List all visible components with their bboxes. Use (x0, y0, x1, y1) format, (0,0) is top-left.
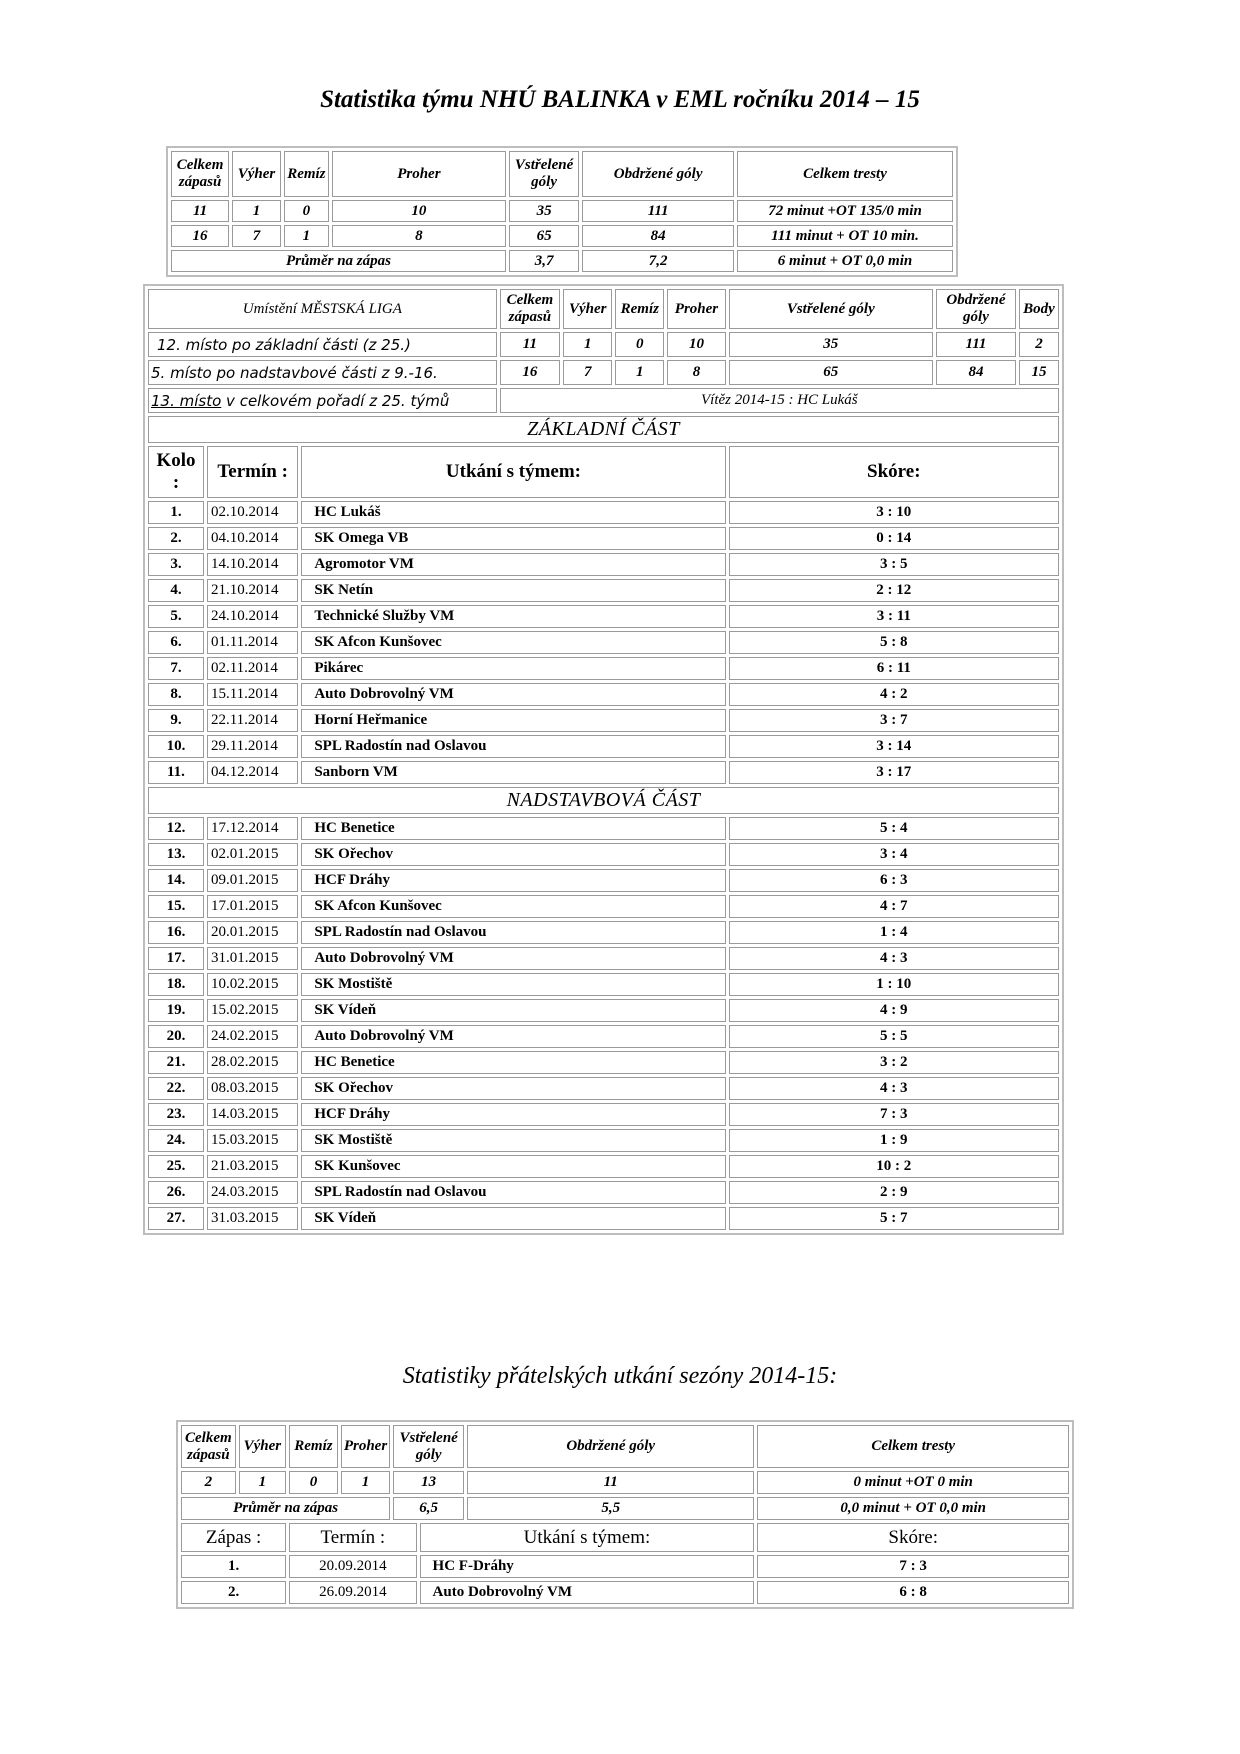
header-wins: Výher (239, 1425, 287, 1468)
match-score: 3 : 7 (729, 709, 1059, 732)
header-draws: Remíz (615, 289, 664, 329)
match-round: 6. (148, 631, 204, 654)
league-cell: 10 (667, 332, 725, 357)
friendly-match-opponent: Auto Dobrovolný VM (420, 1581, 755, 1604)
match-row (148, 605, 1059, 628)
league-cell: 16 (500, 360, 561, 385)
league-cell: 1 (563, 332, 612, 357)
match-score: 4 : 3 (729, 947, 1059, 970)
match-opponent: SPL Radostín nad Oslavou (301, 921, 725, 944)
match-row (148, 1103, 1059, 1126)
match-date: 17.12.2014 (207, 817, 298, 840)
league-cell: 0 (615, 332, 664, 357)
match-score: 6 : 11 (729, 657, 1059, 680)
friendly-summary-row (181, 1471, 1069, 1494)
matches-header-row (148, 446, 1059, 498)
match-date: 02.11.2014 (207, 657, 298, 680)
match-opponent: Auto Dobrovolný VM (301, 683, 725, 706)
placement-overall (148, 388, 497, 413)
header-losses: Proher (332, 151, 506, 197)
placement-extra: 5. místo po nadstavbové části z 9.-16. (148, 360, 497, 385)
friendly-match-number: 1. (181, 1555, 286, 1578)
league-row (148, 332, 1059, 357)
match-row (148, 999, 1059, 1022)
match-row (148, 501, 1059, 524)
header-goals-scored: Vstřelené góly (509, 151, 579, 197)
header-losses: Proher (667, 289, 725, 329)
match-date: 15.11.2014 (207, 683, 298, 706)
match-score: 3 : 5 (729, 553, 1059, 576)
league-row (148, 360, 1059, 385)
league-cell: 84 (936, 360, 1016, 385)
average-label: Průměr na zápas (181, 1497, 390, 1520)
match-score: 4 : 2 (729, 683, 1059, 706)
match-score: 10 : 2 (729, 1155, 1059, 1178)
match-round: 5. (148, 605, 204, 628)
summary-row (171, 200, 953, 222)
header-opponent: Utkání s týmem: (420, 1523, 755, 1552)
match-opponent: Auto Dobrovolný VM (301, 1025, 725, 1048)
match-score: 1 : 9 (729, 1129, 1059, 1152)
match-date: 24.03.2015 (207, 1181, 298, 1204)
match-row (148, 683, 1059, 706)
header-penalties: Celkem tresty (757, 1425, 1069, 1468)
match-opponent: SK Afcon Kunšovec (301, 895, 725, 918)
match-date: 14.10.2014 (207, 553, 298, 576)
header-match: Zápas : (181, 1523, 286, 1552)
match-score: 0 : 14 (729, 527, 1059, 550)
match-row (148, 895, 1059, 918)
match-round: 19. (148, 999, 204, 1022)
match-date: 28.02.2015 (207, 1051, 298, 1074)
match-round: 24. (148, 1129, 204, 1152)
match-opponent: SPL Radostín nad Oslavou (301, 1181, 725, 1204)
friendly-match-number: 2. (181, 1581, 286, 1604)
league-header-row (148, 289, 1059, 329)
match-opponent: SK Vídeň (301, 999, 725, 1022)
match-date: 31.03.2015 (207, 1207, 298, 1230)
match-score: 3 : 2 (729, 1051, 1059, 1074)
match-score: 5 : 5 (729, 1025, 1059, 1048)
friendly-match-opponent: HC F-Dráhy (420, 1555, 755, 1578)
summary-cell: 10 (332, 200, 506, 222)
match-date: 10.02.2015 (207, 973, 298, 996)
match-opponent: Technické Služby VM (301, 605, 725, 628)
header-date: Termín : (289, 1523, 416, 1552)
match-opponent: SK Ořechov (301, 1077, 725, 1100)
league-cell: 1 (615, 360, 664, 385)
summary-cell: 84 (582, 225, 734, 247)
match-round: 22. (148, 1077, 204, 1100)
match-score: 5 : 8 (729, 631, 1059, 654)
match-opponent: HCF Dráhy (301, 1103, 725, 1126)
summary-header-row (171, 151, 953, 197)
average-goals-conceded: 7,2 (582, 250, 734, 272)
friendly-matches-table (176, 1420, 1074, 1609)
league-cell: 65 (729, 360, 933, 385)
summary-cell: 72 minut +OT 135/0 min (737, 200, 953, 222)
header-goals-scored: Vstřelené góly (393, 1425, 464, 1468)
match-opponent: SK Ořechov (301, 843, 725, 866)
average-goals-conceded: 5,5 (467, 1497, 754, 1520)
match-date: 17.01.2015 (207, 895, 298, 918)
match-opponent: SK Mostiště (301, 973, 725, 996)
match-opponent: HC Benetice (301, 1051, 725, 1074)
overall-row (148, 388, 1059, 413)
header-draws: Remíz (284, 151, 329, 197)
summary-cell: 8 (332, 225, 506, 247)
match-opponent: Horní Heřmanice (301, 709, 725, 732)
header-wins: Výher (232, 151, 281, 197)
average-penalties: 6 minut + OT 0,0 min (737, 250, 953, 272)
match-round: 4. (148, 579, 204, 602)
header-total-games: Celkem zápasů (181, 1425, 236, 1468)
summary-cell: 65 (509, 225, 579, 247)
match-score: 1 : 10 (729, 973, 1059, 996)
section-extra-row (148, 787, 1059, 814)
match-date: 14.03.2015 (207, 1103, 298, 1126)
match-row (148, 1155, 1059, 1178)
match-row (148, 973, 1059, 996)
match-round: 13. (148, 843, 204, 866)
match-date: 29.11.2014 (207, 735, 298, 758)
match-row (148, 1129, 1059, 1152)
summary-cell: 11 (171, 200, 229, 222)
header-score: Skóre: (729, 446, 1059, 498)
league-cell: 8 (667, 360, 725, 385)
match-round: 25. (148, 1155, 204, 1178)
friendly-cell: 13 (393, 1471, 464, 1494)
match-score: 2 : 12 (729, 579, 1059, 602)
league-cell: 7 (563, 360, 612, 385)
match-opponent: HC Lukáš (301, 501, 725, 524)
match-round: 7. (148, 657, 204, 680)
summary-cell: 35 (509, 200, 579, 222)
match-date: 20.01.2015 (207, 921, 298, 944)
match-score: 3 : 14 (729, 735, 1059, 758)
overall-rank-note: v celkovém pořadí z 25. týmů (221, 391, 450, 410)
match-score: 4 : 7 (729, 895, 1059, 918)
season-winner: Vítěz 2014-15 : HC Lukáš (500, 388, 1059, 413)
friendly-match-row (181, 1581, 1069, 1604)
match-date: 02.01.2015 (207, 843, 298, 866)
section-extra-title: NADSTAVBOVÁ ČÁST (148, 787, 1059, 814)
match-round: 8. (148, 683, 204, 706)
match-date: 15.03.2015 (207, 1129, 298, 1152)
match-row (148, 553, 1059, 576)
match-opponent: SK Omega VB (301, 527, 725, 550)
match-round: 21. (148, 1051, 204, 1074)
league-points: 2 (1019, 332, 1059, 357)
league-cell: 35 (729, 332, 933, 357)
match-row (148, 869, 1059, 892)
summary-cell: 1 (284, 225, 329, 247)
summary-cell: 16 (171, 225, 229, 247)
match-score: 3 : 10 (729, 501, 1059, 524)
header-penalties: Celkem tresty (737, 151, 953, 197)
header-score: Skóre: (757, 1523, 1069, 1552)
match-date: 21.10.2014 (207, 579, 298, 602)
match-row (148, 527, 1059, 550)
friendly-cell: 2 (181, 1471, 236, 1494)
match-round: 11. (148, 761, 204, 784)
match-round: 2. (148, 527, 204, 550)
match-round: 1. (148, 501, 204, 524)
section-basic-row (148, 416, 1059, 443)
header-goals-conceded: Obdržené góly (582, 151, 734, 197)
match-row (148, 657, 1059, 680)
league-matches-table (143, 284, 1064, 1235)
summary-average-row (171, 250, 953, 272)
match-round: 16. (148, 921, 204, 944)
match-round: 26. (148, 1181, 204, 1204)
summary-row (171, 225, 953, 247)
match-row (148, 1051, 1059, 1074)
extra-matches (148, 817, 1059, 1230)
match-row (148, 709, 1059, 732)
season-summary-table (166, 146, 958, 277)
match-row (148, 735, 1059, 758)
match-date: 31.01.2015 (207, 947, 298, 970)
friendly-header-row (181, 1425, 1069, 1468)
header-draws: Remíz (289, 1425, 338, 1468)
summary-cell: 0 (284, 200, 329, 222)
match-score: 3 : 17 (729, 761, 1059, 784)
average-goals-scored: 3,7 (509, 250, 579, 272)
friendly-title: Statistiky přátelských utkání sezóny 2014-15: (402, 1363, 838, 1389)
match-date: 02.10.2014 (207, 501, 298, 524)
match-row (148, 817, 1059, 840)
match-opponent: SK Vídeň (301, 1207, 725, 1230)
match-row (148, 1025, 1059, 1048)
match-round: 14. (148, 869, 204, 892)
friendly-cell: 0 (289, 1471, 338, 1494)
match-opponent: SK Afcon Kunšovec (301, 631, 725, 654)
average-penalties: 0,0 minut + OT 0,0 min (757, 1497, 1069, 1520)
header-total-games: Celkem zápasů (500, 289, 561, 329)
match-opponent: SPL Radostín nad Oslavou (301, 735, 725, 758)
friendly-cell: 1 (239, 1471, 287, 1494)
match-opponent: Auto Dobrovolný VM (301, 947, 725, 970)
header-losses: Proher (341, 1425, 391, 1468)
summary-cell: 111 minut + OT 10 min. (737, 225, 953, 247)
header-total-games: Celkem zápasů (171, 151, 229, 197)
match-round: 12. (148, 817, 204, 840)
match-round: 18. (148, 973, 204, 996)
match-date: 21.03.2015 (207, 1155, 298, 1178)
match-date: 22.11.2014 (207, 709, 298, 732)
match-opponent: SK Mostiště (301, 1129, 725, 1152)
header-wins: Výher (563, 289, 612, 329)
match-opponent: SK Kunšovec (301, 1155, 725, 1178)
match-round: 17. (148, 947, 204, 970)
friendly-match-date: 26.09.2014 (289, 1581, 416, 1604)
header-league-placement: Umístění MĚSTSKÁ LIGA (148, 289, 497, 329)
match-score: 3 : 11 (729, 605, 1059, 628)
friendly-match-score: 6 : 8 (757, 1581, 1069, 1604)
match-row (148, 947, 1059, 970)
match-round: 15. (148, 895, 204, 918)
match-score: 4 : 3 (729, 1077, 1059, 1100)
match-score: 3 : 4 (729, 843, 1059, 866)
placement-basic: 12. místo po základní části (z 25.) (148, 332, 497, 357)
match-round: 10. (148, 735, 204, 758)
friendly-matches-header-row (181, 1523, 1069, 1552)
match-row (148, 631, 1059, 654)
friendly-match-score: 7 : 3 (757, 1555, 1069, 1578)
match-round: 27. (148, 1207, 204, 1230)
match-date: 09.01.2015 (207, 869, 298, 892)
match-round: 20. (148, 1025, 204, 1048)
friendly-cell: 11 (467, 1471, 754, 1494)
league-points: 15 (1019, 360, 1059, 385)
match-score: 7 : 3 (729, 1103, 1059, 1126)
match-date: 08.03.2015 (207, 1077, 298, 1100)
match-row (148, 1181, 1059, 1204)
friendly-match-date: 20.09.2014 (289, 1555, 416, 1578)
league-cell: 11 (500, 332, 561, 357)
match-row (148, 921, 1059, 944)
match-opponent: Agromotor VM (301, 553, 725, 576)
header-opponent: Utkání s týmem: (301, 446, 725, 498)
header-date: Termín : (207, 446, 298, 498)
match-score: 5 : 7 (729, 1207, 1059, 1230)
match-row (148, 579, 1059, 602)
match-date: 04.10.2014 (207, 527, 298, 550)
header-goals-conceded: Obdržené góly (936, 289, 1016, 329)
header-goals-scored: Vstřelené góly (729, 289, 933, 329)
match-row (148, 761, 1059, 784)
match-round: 23. (148, 1103, 204, 1126)
basic-matches (148, 501, 1059, 784)
friendly-cell: 0 minut +OT 0 min (757, 1471, 1069, 1494)
match-opponent: HC Benetice (301, 817, 725, 840)
match-score: 5 : 4 (729, 817, 1059, 840)
match-round: 3. (148, 553, 204, 576)
average-goals-scored: 6,5 (393, 1497, 464, 1520)
header-round: Kolo : (148, 446, 204, 498)
friendly-match-row (181, 1555, 1069, 1578)
section-basic-title: ZÁKLADNÍ ČÁST (148, 416, 1059, 443)
match-opponent: SK Netín (301, 579, 725, 602)
match-date: 24.10.2014 (207, 605, 298, 628)
friendly-average-row (181, 1497, 1069, 1520)
friendly-cell: 1 (341, 1471, 391, 1494)
match-row (148, 843, 1059, 866)
summary-cell: 1 (232, 200, 281, 222)
match-opponent: Sanborn VM (301, 761, 725, 784)
summary-cell: 7 (232, 225, 281, 247)
overall-rank: 13. místo (151, 391, 222, 410)
match-opponent: Pikárec (301, 657, 725, 680)
match-opponent: HCF Dráhy (301, 869, 725, 892)
header-points: Body (1019, 289, 1059, 329)
match-row (148, 1077, 1059, 1100)
league-cell: 111 (936, 332, 1016, 357)
match-score: 1 : 4 (729, 921, 1059, 944)
match-score: 6 : 3 (729, 869, 1059, 892)
summary-cell: 111 (582, 200, 734, 222)
match-date: 15.02.2015 (207, 999, 298, 1022)
match-score: 4 : 9 (729, 999, 1059, 1022)
average-label: Průměr na zápas (171, 250, 506, 272)
page-title: Statistika týmu NHÚ BALINKA v EML ročníku 2014 – 15 (320, 86, 920, 113)
match-date: 01.11.2014 (207, 631, 298, 654)
match-date: 04.12.2014 (207, 761, 298, 784)
header-goals-conceded: Obdržené góly (467, 1425, 754, 1468)
match-round: 9. (148, 709, 204, 732)
match-score: 2 : 9 (729, 1181, 1059, 1204)
match-date: 24.02.2015 (207, 1025, 298, 1048)
match-row (148, 1207, 1059, 1230)
